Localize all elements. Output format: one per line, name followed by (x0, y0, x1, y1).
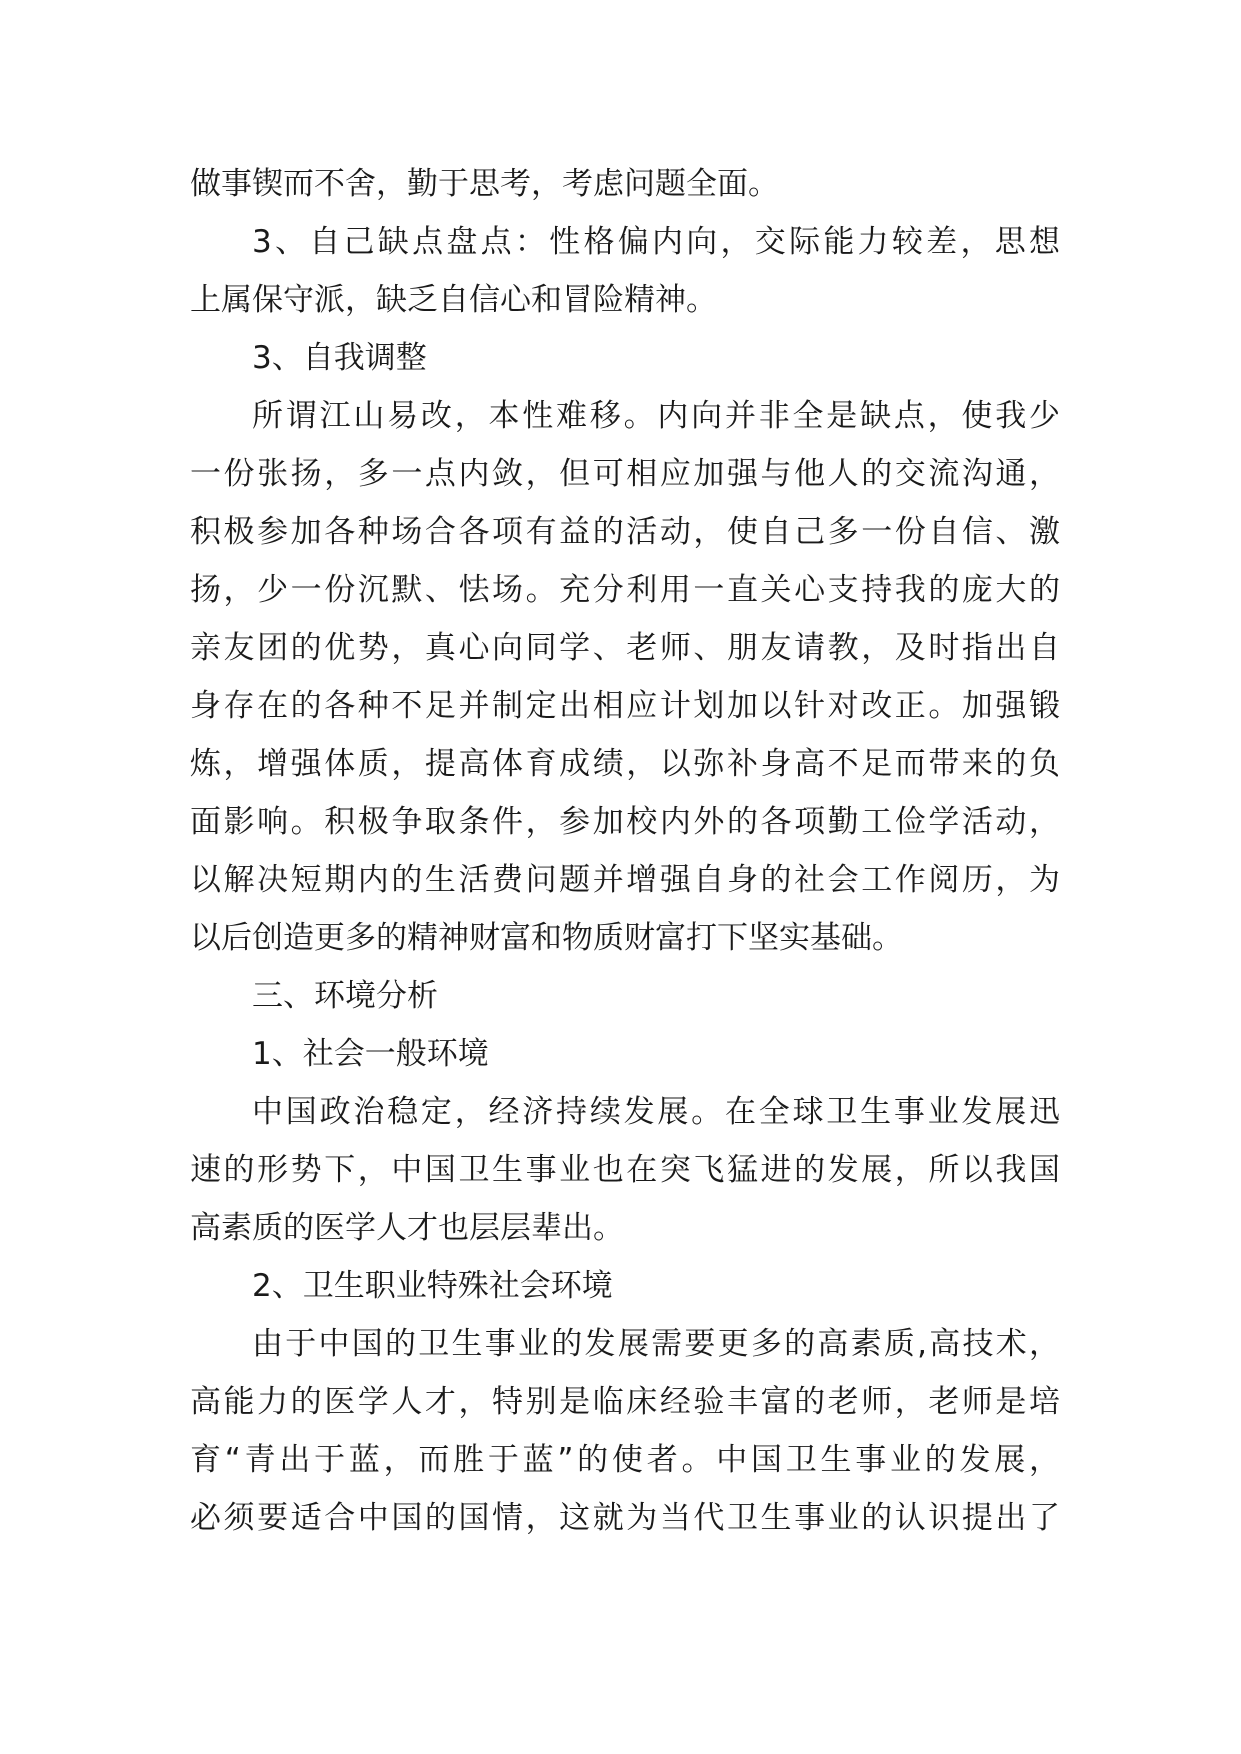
text-line: 上属保守派，缺乏自信心和冒险精神。 (190, 282, 717, 318)
text-line: 高素质的医学人才也层层辈出。 (190, 1210, 624, 1246)
text-line: 1、社会一般环境 (252, 1036, 489, 1072)
text-line: 亲友团的优势，真心向同学、老师、朋友请教，及时指出自 (190, 630, 1060, 666)
text-line: 扬，少一份沉默、怯场。充分利用一直关心支持我的庞大的 (190, 572, 1060, 608)
text-line: 做事锲而不舍，勤于思考，考虑问题全面。 (190, 166, 779, 202)
text-line: 育“青出于蓝，而胜于蓝”的使者。中国卫生事业的发展， (190, 1442, 1060, 1478)
text-line: 以后创造更多的精神财富和物质财富打下坚实基础。 (190, 920, 903, 956)
text-line: 身存在的各种不足并制定出相应计划加以针对改正。加强锻 (190, 688, 1060, 724)
text-line: 3、自己缺点盘点：性格偏内向，交际能力较差，思想 (252, 224, 1060, 260)
text-line: 一份张扬，多一点内敛，但可相应加强与他人的交流沟通， (190, 456, 1060, 492)
text-line: 高能力的医学人才，特别是临床经验丰富的老师，老师是培 (190, 1384, 1060, 1420)
text-line: 中国政治稳定，经济持续发展。在全球卫生事业发展迅 (252, 1094, 1060, 1130)
text-line: 必须要适合中国的国情，这就为当代卫生事业的认识提出了 (190, 1500, 1060, 1536)
text-line: 所谓江山易改，本性难移。内向并非全是缺点，使我少 (252, 398, 1060, 434)
text-line: 由于中国的卫生事业的发展需要更多的高素质,高技术， (252, 1326, 1060, 1362)
text-line: 2、卫生职业特殊社会环境 (252, 1268, 613, 1304)
text-line: 以解决短期内的生活费问题并增强自身的社会工作阅历，为 (190, 862, 1060, 898)
text-line: 炼，增强体质，提高体育成绩，以弥补身高不足而带来的负 (190, 746, 1060, 782)
document-body (190, 155, 1060, 1547)
text-line: 3、自我调整 (252, 340, 427, 376)
text-line: 速的形势下，中国卫生事业也在突飞猛进的发展，所以我国 (190, 1152, 1060, 1188)
text-line: 三、环境分析 (252, 978, 438, 1014)
text-line: 面影响。积极争取条件，参加校内外的各项勤工俭学活动， (190, 804, 1060, 840)
text-line: 积极参加各种场合各项有益的活动，使自己多一份自信、激 (190, 514, 1060, 550)
